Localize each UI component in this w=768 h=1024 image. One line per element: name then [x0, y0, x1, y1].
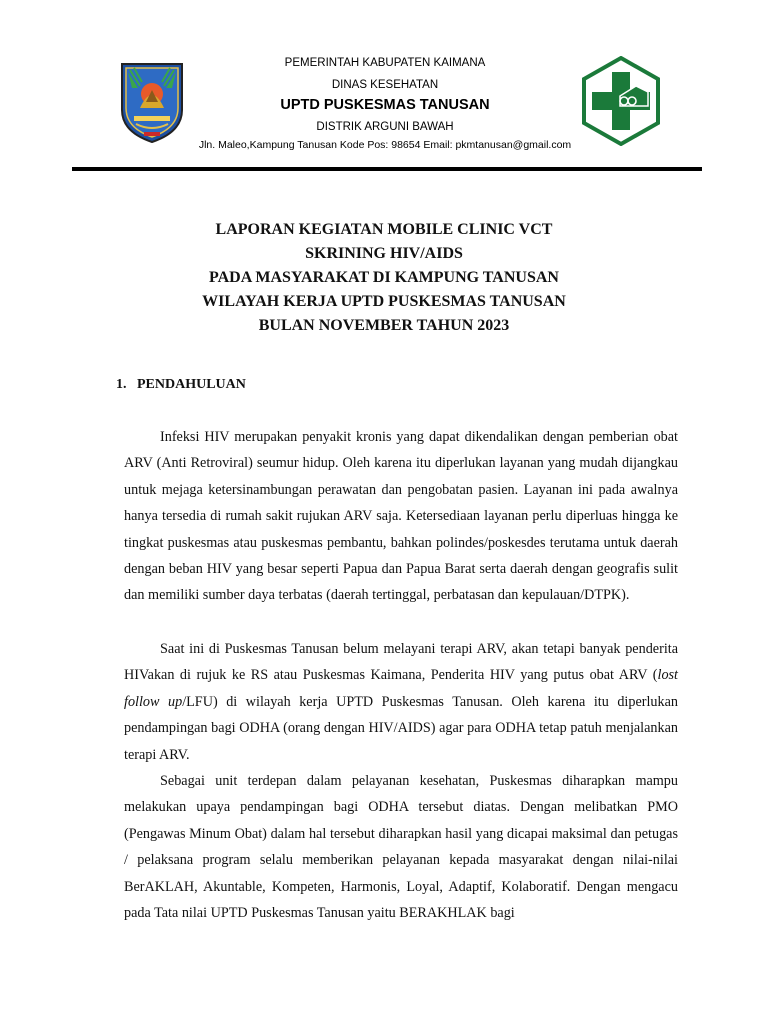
paragraph-2-part-b: /LFU) di wilayah kerja UPTD Puskesmas Tanusan. Oleh karena itu diperlukan pendampingan bagi ODHA (orang dengan HIV/AIDS) agar para ODHA tetap patuh menjalankan terapi ARV.: [124, 693, 678, 763]
address-line: Jln. Maleo,Kampung Tanusan Kode Pos: 98654 Email: pkmtanusan@gmail.com: [198, 139, 572, 151]
paragraph-text: Sebagai unit terdepan dalam pelayanan kesehatan, Puskesmas diharapkan mampu melakukan upaya pendampingan bagi ODHA tersebut diatas. Dengan melibatkan PMO (Pengawas Minum Obat) dalam hal tersebut diharapkan hasil yang dicapai maksimal dan petugas / pelaksana program selalu memberikan pelayanan kepada masyarakat dengan nilai-nilai BerAKLAH, Akuntable, Kompeten, Harmonis, Loyal, Adaptif, Kolaboratif. Dengan mengacu pada Tata nilai UPTD Puskesmas Tanusan yaitu BERAKHLAK bagi: [124, 773, 678, 922]
institution-name: UPTD PUSKESMAS TANUSAN: [280, 97, 490, 113]
paragraph-2: [124, 636, 678, 768]
title-line: PADA MASYARAKAT DI KAMPUNG TANUSAN: [209, 269, 559, 286]
paragraph-3: [124, 768, 678, 926]
section-title: PENDAHULUAN: [137, 377, 246, 392]
title-line: BULAN NOVEMBER TAHUN 2023: [258, 317, 510, 334]
title-line: LAPORAN KEGIATAN MOBILE CLINIC VCT: [215, 221, 553, 238]
section-heading: [116, 377, 246, 393]
title-line: WILAYAH KERJA UPTD PUSKESMAS TANUSAN: [202, 293, 566, 310]
district-name: DISTRIK ARGUNI BAWAH: [316, 121, 454, 133]
government-name: PEMERINTAH KABUPATEN KAIMANA: [284, 57, 486, 69]
section-number: 1.: [116, 377, 127, 392]
report-title: [100, 218, 668, 338]
letterhead: [0, 0, 768, 175]
title-line: SKRINING HIV/AIDS: [305, 245, 463, 262]
paragraph-2-italic: lost follow up: [124, 667, 678, 710]
paragraph-text: Infeksi HIV merupakan penyakit kronis yang dapat dikendalikan dengan pemberian obat ARV (Anti Retroviral) seumur hidup. Oleh karena itu diperlukan layanan yang mudah dijangkau untuk mejaga ketersinambungan perawatan dan pengobatan pasien. Layanan ini pada awalnya hanya tersedia di rumah sakit rujukan ARV saja. Ketersediaan layanan perlu diperluas hingga ke tingkat puskesmas atau puskesmas pembantu, bahkan polindes/poskesdes terutama untuk daerah dengan beban HIV yang besar seperti Papua dan Papua Barat serta daerah dengan geografis sulit dan memiliki sumber daya terbatas (daerah tertinggal, perbatasan dan kepulauan/DTPK).: [124, 429, 678, 604]
letterhead-divider: [72, 167, 702, 171]
department-name: DINAS KESEHATAN: [331, 79, 439, 91]
paragraph-1: [124, 424, 678, 609]
paragraph-text: [124, 636, 678, 768]
puskesmas-logo: [582, 56, 660, 146]
paragraph-2-part-a: Saat ini di Puskesmas Tanusan belum melayani terapi ARV, akan tetapi banyak penderita HIVakan di rujuk ke RS atau Puskesmas Kaimana, Penderita HIV yang putus obat ARV (: [124, 641, 678, 684]
kaimana-emblem-logo: [116, 58, 188, 144]
